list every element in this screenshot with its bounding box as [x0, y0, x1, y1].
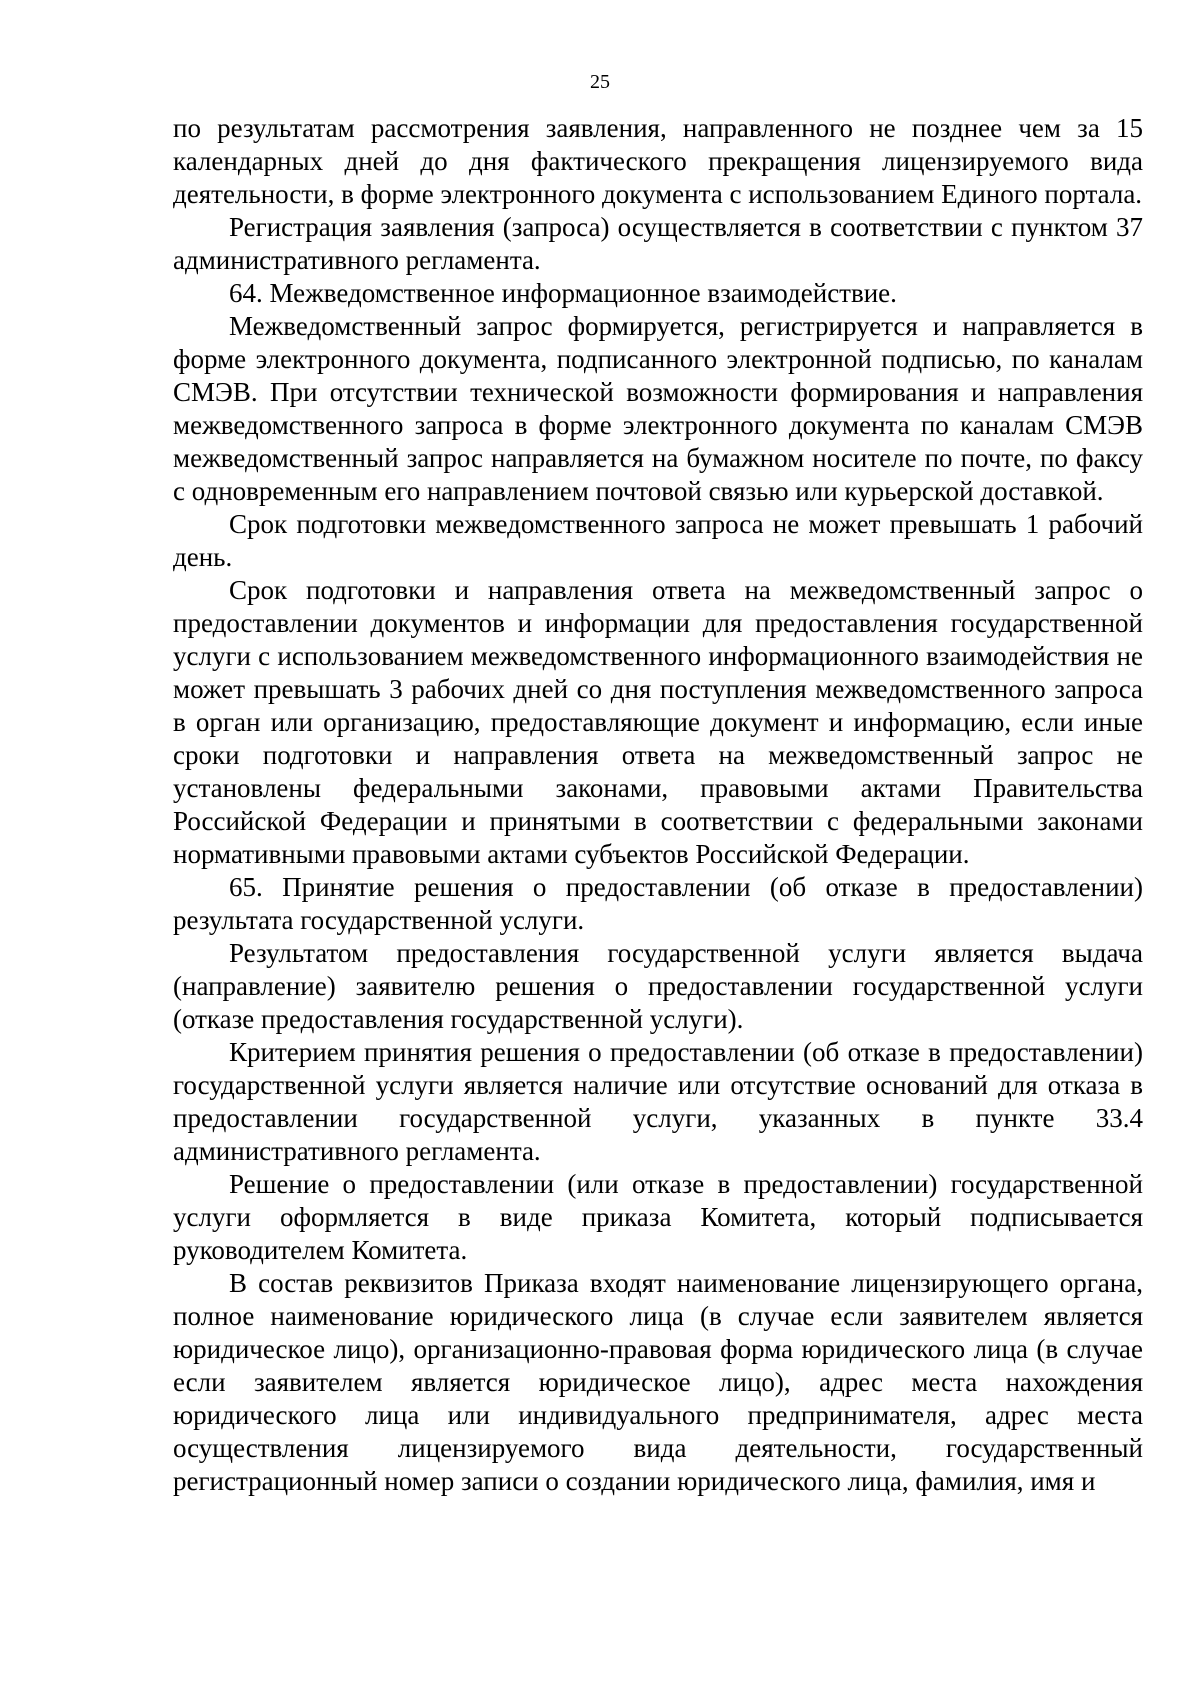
page-number: 25: [590, 71, 610, 93]
paragraph-order-details: В состав реквизитов Приказа входят наименование лицензирующего органа, полное наименование юридического лица (в случае если заявителем является юридическое лицо), организационно-правовая форма юридического лица (в случае если заявителем является юридическое лицо), адрес места нахождения юридического лица или индивидуального предпринимателя, адрес места осуществления лицензируемого вида деятельности, государственный регистрационный номер записи о создании юридического лица, фамилия, имя и: [173, 1268, 1143, 1496]
paragraph-result: Результатом предоставления государственной услуги является выдача (направление) заявителю решения о предоставлении государственной услуги (отказе предоставления государственной услуги).: [173, 938, 1143, 1034]
paragraph-interagency-request: Межведомственный запрос формируется, регистрируется и направляется в форме электронного документа, подписанного электронной подписью, по каналам СМЭВ. При отсутствии технической возможности формирования и направления межведомственного запроса в форме электронного документа по каналам СМЭВ межведомственный запрос направляется на бумажном носителе по почте, по факсу с одновременным его направлением почтовой связью или курьерской доставкой.: [173, 311, 1143, 506]
paragraph-decision: Решение о предоставлении (или отказе в предоставлении) государственной услуги оформляется в виде приказа Комитета, который подписывается руководителем Комитета.: [173, 1169, 1143, 1265]
page-body: [173, 112, 1143, 1498]
paragraph-heading-64: 64. Межведомственное информационное взаимодействие.: [229, 278, 897, 308]
paragraph-heading-65: 65. Принятие решения о предоставлении (об отказе в предоставлении) результата государственной услуги.: [173, 872, 1143, 935]
paragraph-response-deadline: Срок подготовки и направления ответа на межведомственный запрос о предоставлении документов и информации для предоставления государственной услуги с использованием межведомственного информационного взаимодействия не может превышать 3 рабочих дней со дня поступления межведомственного запроса в орган или организацию, предоставляющие документ и информацию, если иные сроки подготовки и направления ответа на межведомственный запрос не установлены федеральными законами, правовыми актами Правительства Российской Федерации и принятыми в соответствии с федеральными законами нормативными правовыми актами субъектов Российской Федерации.: [173, 575, 1143, 869]
paragraph-criterion: Критерием принятия решения о предоставлении (об отказе в предоставлении) государственной услуги является наличие или отсутствие оснований для отказа в предоставлении государственной услуги, указанных в пункте 33.4 административного регламента.: [173, 1037, 1143, 1166]
paragraph-request-deadline: Срок подготовки межведомственного запроса не может превышать 1 рабочий день.: [173, 509, 1143, 572]
paragraph-continuation: по результатам рассмотрения заявления, направленного не позднее чем за 15 календарных дней до дня фактического прекращения лицензируемого вида деятельности, в форме электронного документа с использованием Единого портала.: [173, 113, 1143, 209]
paragraph-registration: Регистрация заявления (запроса) осуществляется в соответствии с пунктом 37 административного регламента.: [173, 212, 1143, 275]
